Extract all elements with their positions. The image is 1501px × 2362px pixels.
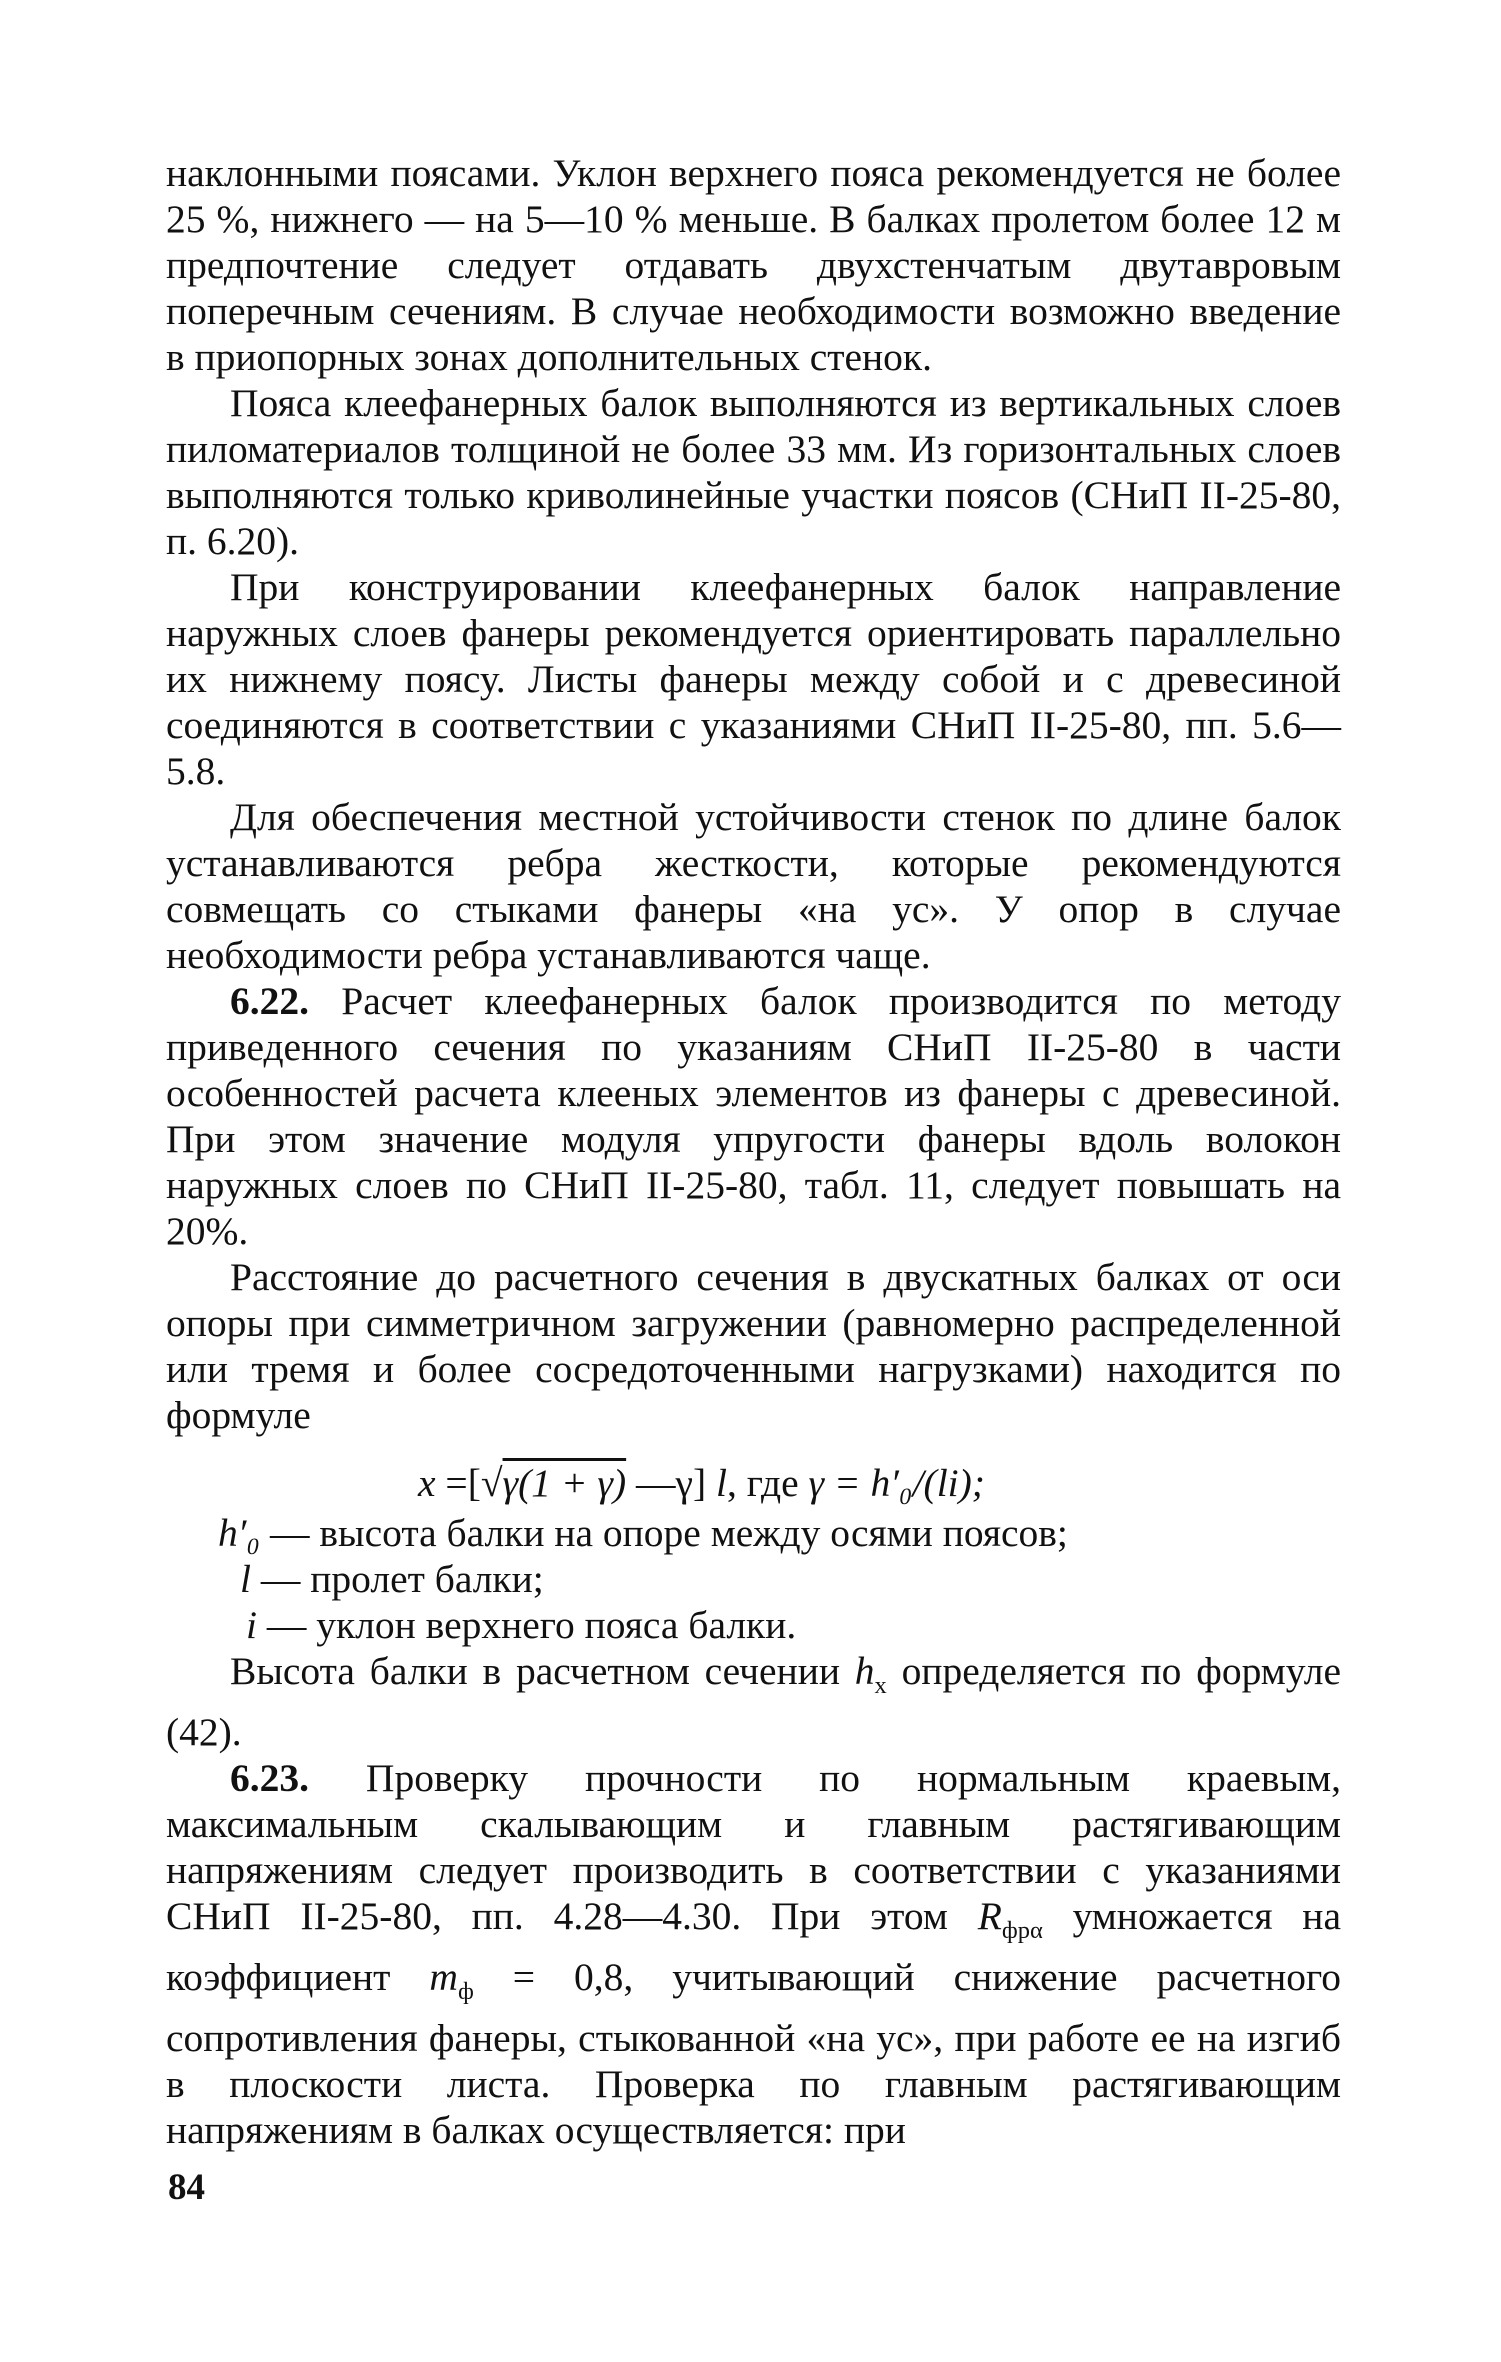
math-var: h bbox=[854, 1649, 875, 1693]
definition-l bbox=[166, 1556, 1341, 1602]
page-number: 84 bbox=[168, 2167, 205, 2208]
page-body bbox=[166, 150, 1341, 2153]
paragraph-4: Для обеспечения местной устойчивости стенок по длине балок устанавливаются ребра жесткости, которые рекомендуются совмещать со стыками фанеры «на ус». У опор в случае необходимости ребра устанавливаются чаще. bbox=[166, 795, 1341, 977]
text-run: умножается на коэффициент bbox=[166, 1893, 1341, 1999]
math-var: R bbox=[977, 1893, 1002, 1938]
definition-h0 bbox=[166, 1510, 1341, 1556]
paragraph-2: Пояса клеефанерных балок выполняются из вертикальных слоев пиломатериалов толщиной не более 33 мм. Из горизонтальных слоев выполняются только криволинейные участки поясов (СНиП II-25-80, п. 6.20). bbox=[166, 381, 1341, 563]
formula-rest: —γ] bbox=[626, 1461, 716, 1505]
definition-text: — пролет балки; bbox=[250, 1557, 544, 1601]
definition-symbol: h′₀ bbox=[218, 1511, 261, 1555]
formula-radicand: γ(1 + γ) bbox=[502, 1461, 627, 1505]
section-text: Расчет клеефанерных балок производится по методу приведенного сечения по указаниям СНиП II-25-80 в части особенностей расчета клееных элементов из фанеры с древесиной. При этом значение модуля упругости фанеры вдоль волокон наружных слоев по СНиП II-25-80, табл. 11, следует повышать на 20%. bbox=[166, 979, 1341, 1253]
math-var: m bbox=[429, 1954, 458, 1999]
paragraph-3: При конструировании клеефанерных балок направление наружных слоев фанеры рекомендуется ориентировать параллельно их нижнему поясу. Листы фанеры между собой и с древесиной соединяются в соответствии с указаниями СНиП II-25-80, пп. 5.6—5.8. bbox=[166, 565, 1341, 793]
formula-root-sign: √ bbox=[480, 1461, 503, 1505]
formula-eq: =[ bbox=[435, 1461, 481, 1505]
formula bbox=[166, 1460, 1341, 1506]
text-run: = 0,8, учитывающий снижение расчетного сопротивления фанеры, стыкованной «на ус», при работе ее на изгиб в плоскости листа. Проверка по главным растягивающим напряжениям в балках осуществляется: при bbox=[166, 1954, 1341, 2152]
definition-symbol: i bbox=[246, 1603, 257, 1647]
formula-gamma-def: γ = h′₀/(li); bbox=[808, 1461, 985, 1505]
formula-where: , где bbox=[726, 1461, 809, 1505]
text-run: Высота балки в расчетном сечении bbox=[230, 1649, 855, 1693]
text-run: определяется по формуле (42). bbox=[166, 1649, 1341, 1754]
math-sub: x bbox=[874, 1671, 887, 1699]
definition-symbol: l bbox=[240, 1557, 251, 1601]
math-sub: фрα bbox=[1001, 1916, 1043, 1944]
section-6-23 bbox=[166, 1755, 1341, 2153]
paragraph-7 bbox=[166, 1648, 1341, 1755]
formula-lhs: x bbox=[418, 1461, 436, 1505]
section-6-22 bbox=[166, 978, 1341, 1254]
definition-text: — высота балки на опоре между осями поясов; bbox=[260, 1511, 1068, 1555]
section-number: 6.23. bbox=[230, 1755, 309, 1800]
paragraph-1: наклонными поясами. Уклон верхнего пояса рекомендуется не более 25 %, нижнего — на 5—10 % меньше. В балках пролетом более 12 м предпочтение следует отдавать двухстенчатым двутавровым поперечным сечениям. В случае необходимости возможно введение в приопорных зонах дополнительных стенок. bbox=[166, 151, 1341, 379]
formula-l: l bbox=[716, 1461, 727, 1505]
paragraph-6: Расстояние до расчетного сечения в двускатных балках от оси опоры при симметричном загружении (равномерно распределенной или тремя и более сосредоточенными нагрузками) находится по формуле bbox=[166, 1255, 1341, 1437]
definition-i bbox=[166, 1602, 1341, 1648]
definition-text: — уклон верхнего пояса балки. bbox=[256, 1603, 797, 1647]
section-number: 6.22. bbox=[230, 979, 309, 1023]
math-sub: ф bbox=[457, 1977, 474, 2005]
text-run: Проверку прочности по нормальным краевым, максимальным скалывающим и главным растягивающим напряжениям следует производить в соответствии с указаниями СНиП II-25-80, пп. 4.28—4.30. При этом bbox=[166, 1755, 1341, 1938]
